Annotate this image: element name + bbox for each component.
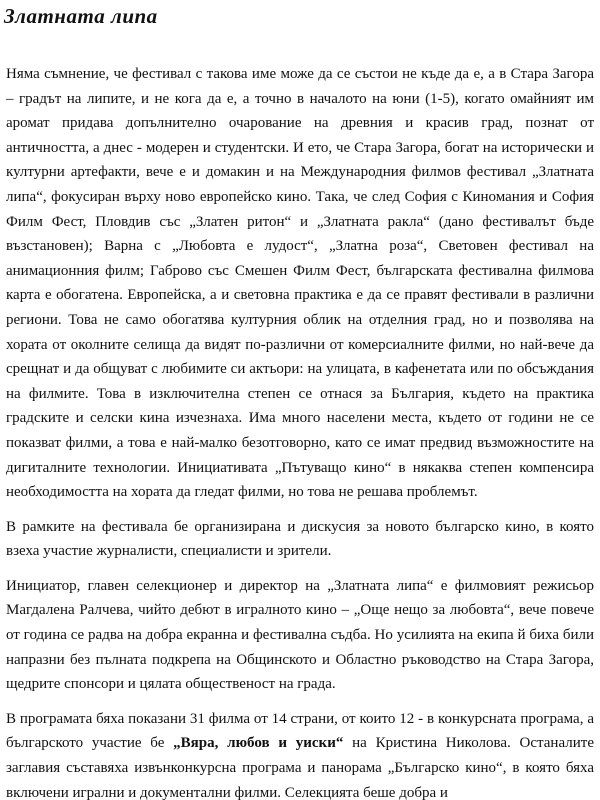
article-title: Златната липа: [4, 4, 158, 28]
paragraph-discussion: В рамките на фестивала бе организирана и дискусия за новото българско кино, в която взеха участие журналисти, специалисти и зрители.: [6, 518, 594, 560]
program-text-before: В програмата бяха показани 31 филма от 14 страни, от които 12 - в конкурсната програма, а българското участие бе: [6, 710, 594, 752]
article-body: [6, 62, 594, 800]
paragraph-program: [6, 707, 594, 800]
paragraph-festival-intro: Няма съмнение, че фестивал с такова име може да се състои не къде да е, а в Стара Загора – градът на липите, и не кога да е, а точно в началото на юни (1-5), когато омайният им аромат придава допълнително очарование на древния и красив град, познат от античността, а днес - модерен и студентски. И ето, че Стара Загора, богат на исторически и културни артефакти, вече е и домакин и на Международния филмов фестивал „Златната липа“, фокусиран върху ново европейско кино. Така, че след София с Киномания и София Филм Фест, Пловдив със „Златен ритон“ и „Златната ракла“ (дано фестивалът бъде възстановен); Варна с „Любовта е лудост“, „Златна роза“, Световен фестивал на анимационния филм; Габрово със Смешен Филм Фест, българската фестивална филмова карта е обогатена. Европейска, а и световна практика е да се правят фестивали в различни региони. Това не само обогатява културния облик на отделния град, но и позволява на хората от околните селища да видят по-различни от комерсиалните филми, но най-вече да срещнат и да общуват с любимите си актьори: на улицата, в кафенетата или по обсъждания на филмите. Това в изключителна степен се отнася за България, където на практика градските и селски кина изчезнаха. Има много населени места, където от години не се показват филми, а това е най-малко безотговорно, като се имат предвид възможностите на дигиталните технологии. Инициативата „Пътуващо кино“ в някаква степен компенсира необходимостта на хората да гледат филми, но това не решава проблемът.: [6, 66, 594, 501]
paragraph-organizers: Инициатор, главен селекционер и директор на „Златната липа“ е филмовият режисьор Магдалена Ралчева, чийто дебют в игралното кино – „Още нещо за любовта“, вече повече от година се радва на добра екранна и фестивална съдба. Но усилията на екипа й биха били напразни без пълната подкрепа на Общинското и Областно ръководство на Стара Загора, щедрите спонсори и цялата общественост на града.: [6, 577, 594, 693]
program-text-after: на Кристина Николова. Останалите заглавия съставяха извънконкурсна програма и панорама „Българско кино“, в която бяха включени игрални и документални филми. Селекцията беше добра и: [6, 735, 594, 800]
bulgarian-film-title: „Вяра, любов и уиски“: [173, 735, 344, 752]
